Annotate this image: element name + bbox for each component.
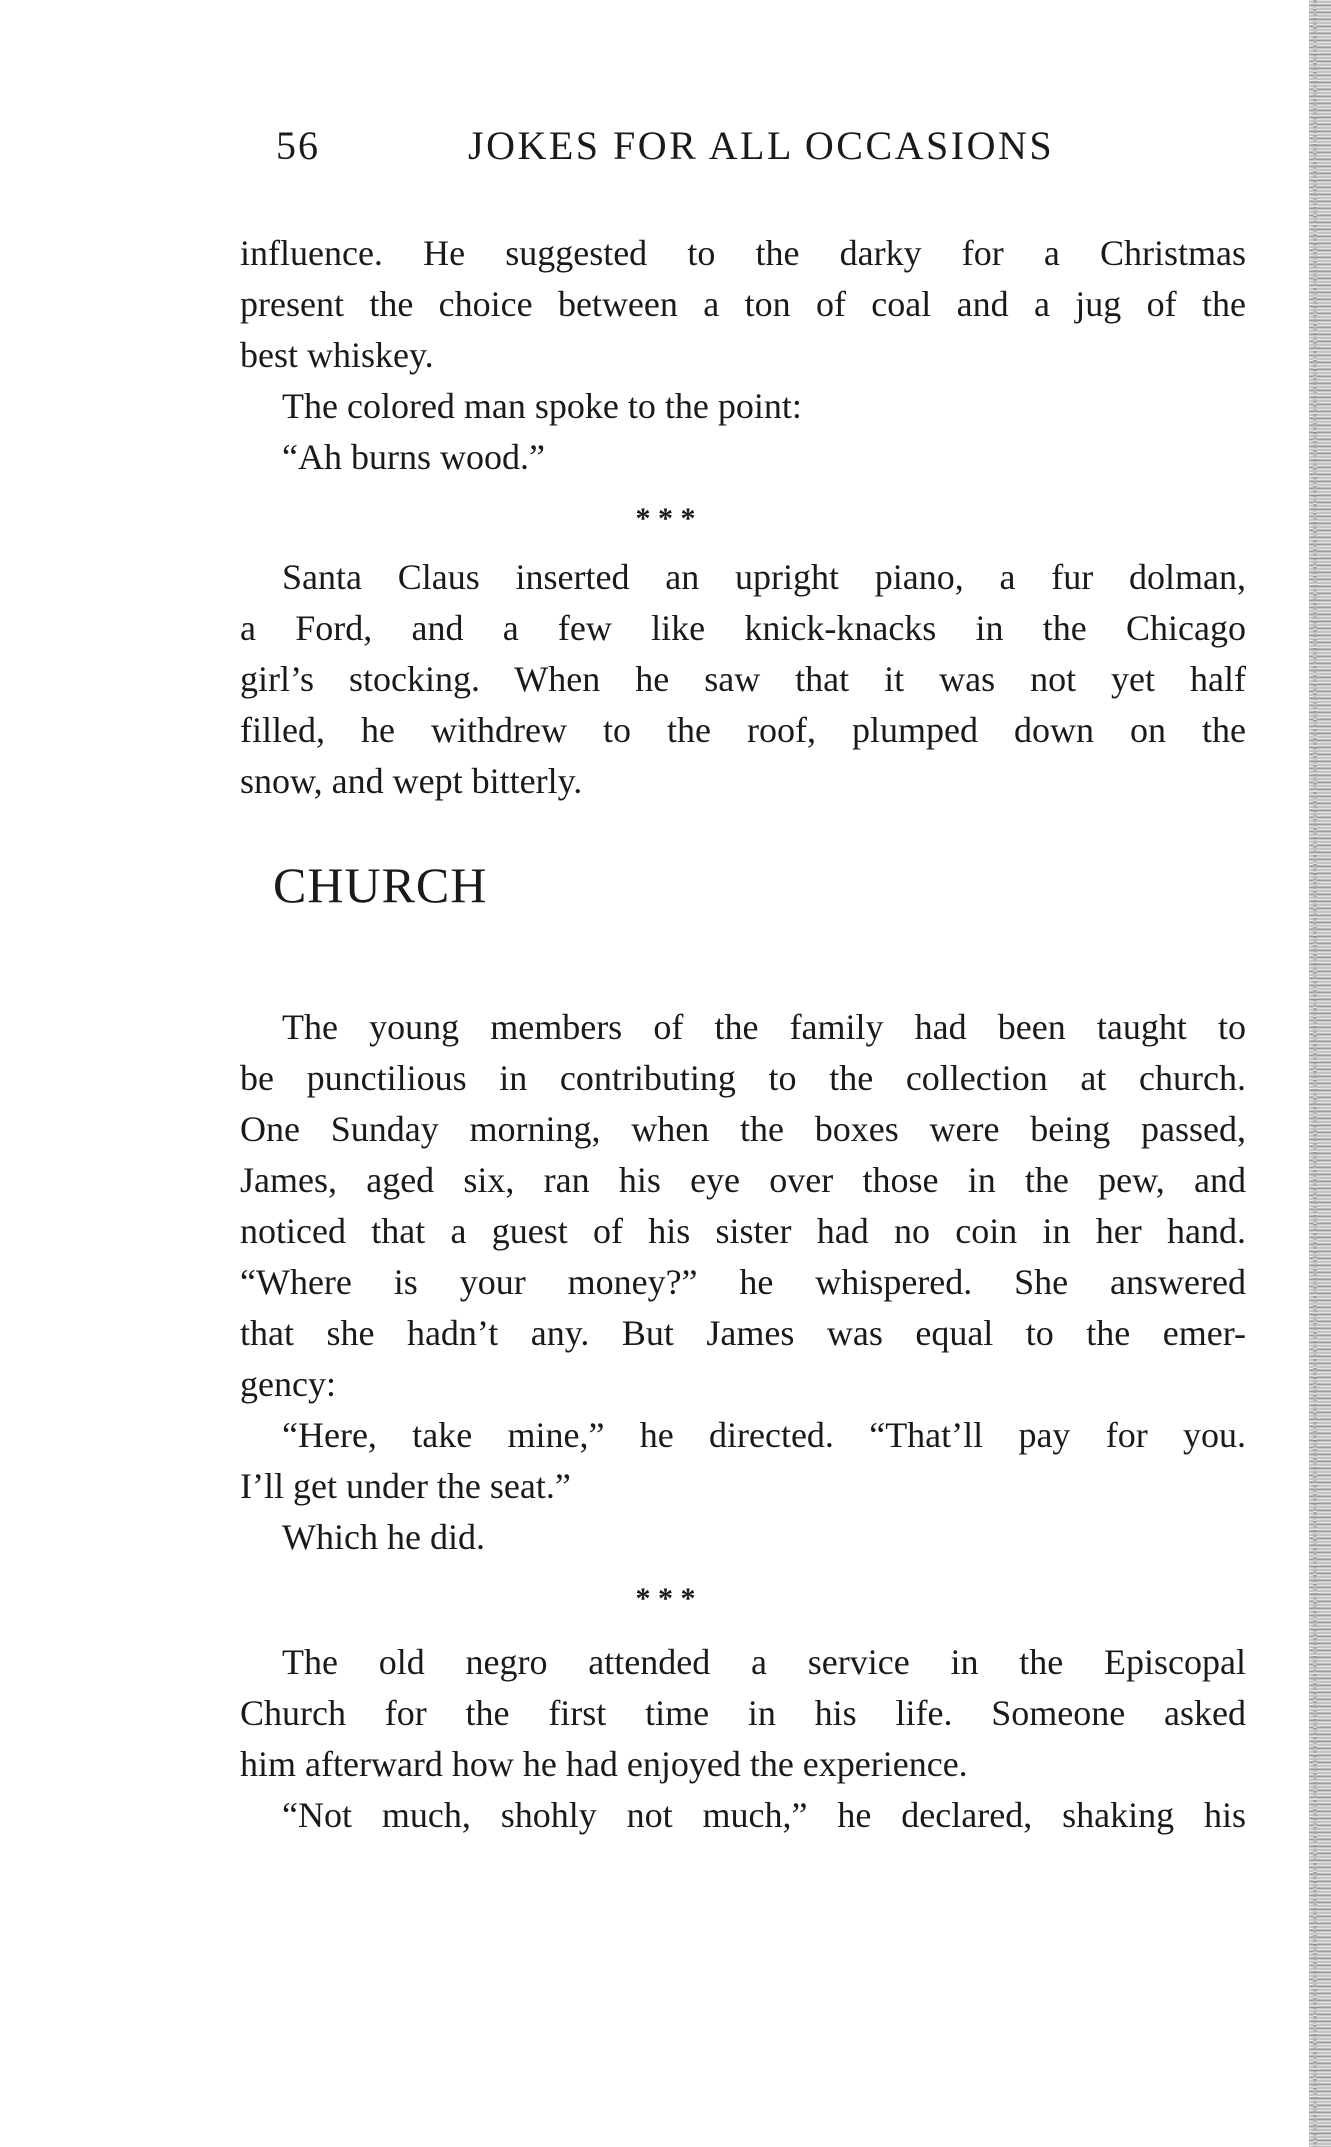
- text-line: filled, he withdrew to the roof, plumped down on the: [240, 710, 1246, 750]
- section-separator: [0, 502, 1331, 536]
- text-line: The old negro attended a service in the Episcopal: [282, 1642, 1246, 1682]
- section-heading-church: CHURCH: [273, 857, 488, 913]
- section-separator: [0, 1582, 1331, 1616]
- text-line: present the choice between a ton of coal and a jug of the: [240, 284, 1246, 324]
- separator-text: * * *: [635, 1582, 696, 1615]
- text-line: Which he did.: [282, 1517, 485, 1557]
- paragraph-episcopal: [240, 1637, 1246, 1841]
- page-edge: [1309, 0, 1331, 2147]
- text-line: noticed that a guest of his sister had no coin in her hand.: [240, 1211, 1246, 1251]
- paragraph-church-collection: [240, 1002, 1246, 1563]
- text-line: be punctilious in contributing to the collection at church.: [240, 1058, 1246, 1098]
- paragraph-continuation: [240, 228, 1246, 483]
- text-line: Santa Claus inserted an upright piano, a fur dolman,: [282, 557, 1246, 597]
- text-line: One Sunday morning, when the boxes were being passed,: [240, 1109, 1246, 1149]
- text-line: snow, and wept bitterly.: [240, 761, 583, 801]
- text-line: The colored man spoke to the point:: [282, 386, 802, 426]
- paragraph-santa-claus: [240, 552, 1246, 807]
- page-number: 56: [276, 123, 320, 168]
- text-line: him afterward how he had enjoyed the experience.: [240, 1744, 968, 1784]
- text-line: that she hadn’t any. But James was equal to the emer-: [240, 1313, 1246, 1353]
- text-line: I’ll get under the seat.”: [240, 1466, 571, 1506]
- text-line: a Ford, and a few like knick-knacks in the Chicago: [240, 608, 1246, 648]
- text-line: girl’s stocking. When he saw that it was not yet half: [240, 659, 1246, 699]
- text-line: gency:: [240, 1364, 336, 1404]
- text-line: Church for the first time in his life. Someone asked: [240, 1693, 1246, 1733]
- text-line: influence. He suggested to the darky for a Christmas: [240, 233, 1246, 273]
- text-line: The young members of the family had been taught to: [282, 1007, 1246, 1047]
- text-line: “Not much, shohly not much,” he declared, shaking his: [282, 1795, 1246, 1835]
- text-line: “Where is your money?” he whispered. She answered: [240, 1262, 1246, 1302]
- text-line: best whiskey.: [240, 335, 434, 375]
- text-line: “Here, take mine,” he directed. “That’ll pay for you.: [282, 1415, 1246, 1455]
- text-line: “Ah burns wood.”: [282, 437, 545, 477]
- running-title: JOKES FOR ALL OCCASIONS: [468, 123, 1055, 168]
- separator-text: * * *: [635, 502, 696, 535]
- text-line: James, aged six, ran his eye over those in the pew, and: [240, 1160, 1246, 1200]
